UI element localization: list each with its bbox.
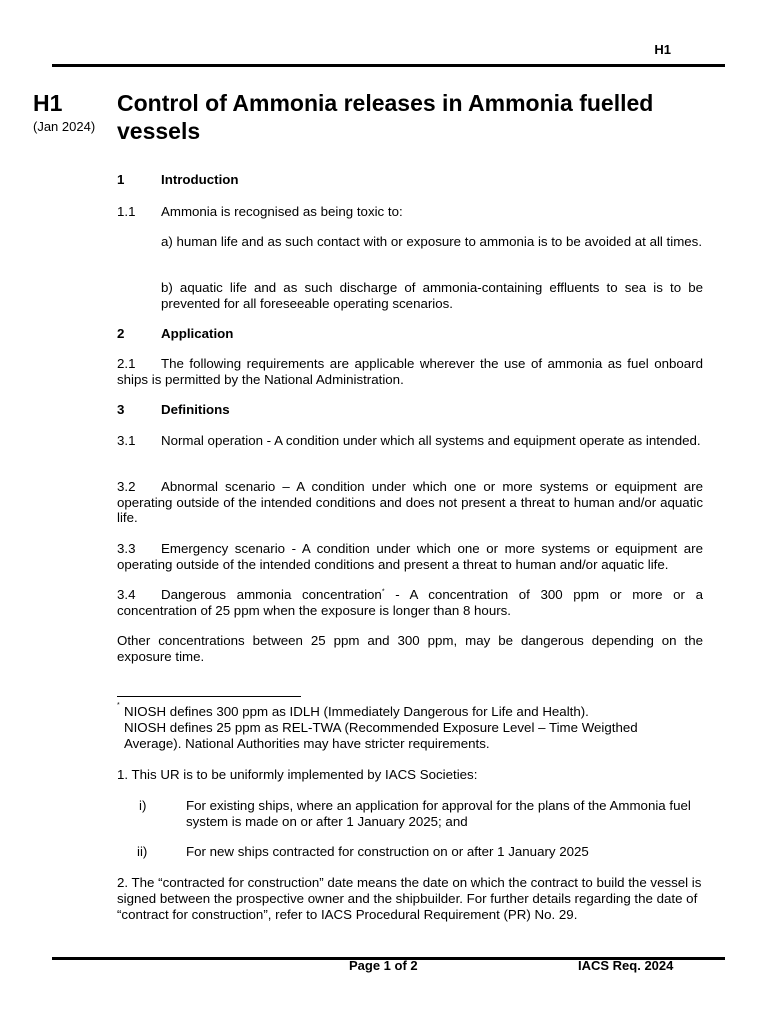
paragraph-2-1 [117, 356, 703, 387]
paragraph-3-4 [117, 587, 703, 618]
paragraph-number: 1.1 [117, 204, 136, 219]
document-reference: IACS Req. 2024 [578, 958, 674, 973]
paragraph-3-1 [117, 433, 703, 449]
section-title: Definitions [161, 402, 230, 417]
paragraph-other-concentrations: Other concentrations between 25 ppm and 300 ppm, may be dangerous depending on the exposure time. [117, 633, 703, 664]
footnote-line-2: NIOSH defines 25 ppm as REL-TWA (Recommended Exposure Level – Time Weigthed Average). National Authorities may have stricter requirements. [124, 720, 638, 751]
paragraph-1-1-b: b) aquatic life and as such discharge of ammonia-containing effluents to sea is to be prevented for all foreseeable operating scenarios. [161, 280, 703, 311]
note-item-label: ii) [137, 844, 148, 859]
section-1-heading [117, 172, 239, 187]
paragraph-text: Ammonia is recognised as being toxic to: [161, 204, 403, 219]
page-number: Page 1 of 2 [349, 958, 418, 973]
footnote-marker: * [381, 588, 385, 596]
paragraph-number: 3.1 [117, 433, 136, 448]
footnote-rule [117, 696, 301, 697]
footnote-line-1: NIOSH defines 300 ppm as IDLH (Immediately Dangerous for Life and Health). [124, 704, 589, 719]
section-2-heading [117, 326, 233, 341]
paragraph-1-1 [117, 204, 403, 220]
requirement-code: H1 [33, 90, 63, 116]
note-1: 1. This UR is to be uniformly implemented by IACS Societies: [117, 767, 478, 782]
note-item-text: For new ships contracted for construction on or after 1 January 2025 [186, 844, 589, 859]
paragraph-text: Abnormal scenario – A condition under which one or more systems or equipment are operating outside of the intended conditions and does not present a threat to human and/or aquatic life. [117, 479, 703, 525]
page-title: Control of Ammonia releases in Ammonia fuelled vessels [117, 90, 654, 144]
paragraph-text-after: - A concentration of 300 ppm or more or a concentration of 25 ppm when the exposure is longer than 8 hours. [117, 587, 703, 618]
section-3-heading [117, 402, 230, 417]
paragraph-1-1-a: a) human life and as such contact with or exposure to ammonia is to be avoided at all times. [161, 234, 703, 249]
note-2: 2. The “contracted for construction” date means the date on which the contract to build the vessel is signed between the prospective owner and the shipbuilder. For further details regarding the date of “contract for construction”, refer to IACS Procedural Requirement (PR) No. 29. [117, 875, 702, 922]
note-item-text: For existing ships, where an application for approval for the plans of the Ammonia fuel system is made on or after 1 January 2025; and [186, 798, 691, 829]
section-number: 3 [117, 402, 125, 417]
paragraph-3-3 [117, 541, 703, 572]
requirement-date: (Jan 2024) [33, 119, 96, 134]
header-code: H1 [654, 42, 671, 57]
paragraph-text: Emergency scenario - A condition under which one or more systems or equipment are operating outside of the intended conditions and present a threat to human and/or aquatic life. [117, 541, 703, 572]
section-number: 2 [117, 326, 125, 341]
paragraph-number: 3.4 [117, 587, 136, 602]
section-title: Application [161, 326, 234, 341]
top-rule [52, 64, 725, 67]
paragraph-number: 2.1 [117, 356, 136, 371]
footnote: * NIOSH defines 300 ppm as IDLH (Immediately Dangerous for Life and Health). NIOSH defines 25 ppm as REL-TWA (Recommended Exposure Level – Time Weigthed Average). National Authorities may have stricter requirements. [117, 704, 717, 752]
paragraph-text: Normal operation - A condition under which all systems and equipment operate as intended. [161, 433, 701, 448]
paragraph-number: 3.3 [117, 541, 136, 556]
paragraph-3-2 [117, 479, 703, 526]
section-title: Introduction [161, 172, 239, 187]
note-item-label: i) [139, 798, 147, 813]
paragraph-text-before: Dangerous ammonia concentration [161, 587, 382, 602]
paragraph-text: The following requirements are applicable wherever the use of ammonia as fuel onboard ships is permitted by the National Administration. [117, 356, 703, 387]
section-number: 1 [117, 172, 125, 187]
paragraph-number: 3.2 [117, 479, 136, 494]
